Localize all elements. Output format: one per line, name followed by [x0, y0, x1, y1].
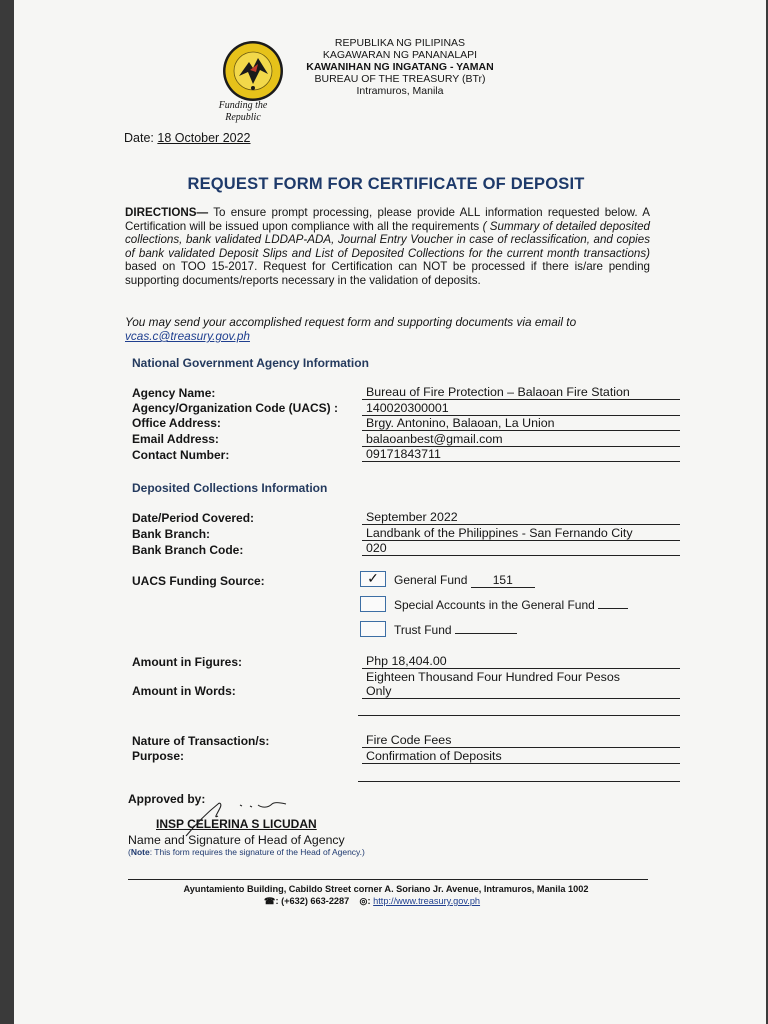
general-fund-option [394, 573, 535, 588]
special-accounts-option [394, 598, 628, 612]
form-title: REQUEST FORM FOR CERTIFICATE OF DEPOSIT [187, 175, 585, 193]
email-address-field[interactable]: balaoanbest@gmail.com [362, 432, 680, 447]
tagline-line-2: Republic [225, 112, 261, 123]
header-bureau-filipino: KAWANIHAN NG INGATANG - YAMAN [306, 61, 494, 73]
amount-figures-field[interactable]: Php 18,404.00 [362, 654, 680, 669]
special-accounts-value[interactable] [598, 608, 628, 609]
amount-words-blank-line [358, 714, 680, 716]
general-fund-label: General Fund [394, 573, 468, 587]
signature-note [128, 847, 365, 857]
footer-phone: : (+632) 663-2287 [275, 896, 350, 906]
bank-branch-field[interactable]: Landbank of the Philippines - San Fernando City [362, 526, 680, 541]
collections-section-title: Deposited Collections Information [132, 481, 328, 495]
directions-requirements: ( Summary of detailed deposited collections, bank validated LDDAP-ADA, Journal Entry Voucher in case of reclassification, and copies of bank validated Deposit Slips and List of Deposited Collections for the current month transactions) [125, 219, 650, 260]
period-label: Date/Period Covered: [132, 511, 255, 525]
bank-branch-code-label: Bank Branch Code: [132, 543, 244, 557]
header-republic: REPUBLIKA NG PILIPINAS [334, 37, 466, 49]
footer-website-link[interactable]: http://www.treasury.gov.ph [373, 896, 481, 906]
agency-section-title: National Government Agency Information [132, 356, 369, 370]
purpose-field[interactable]: Confirmation of Deposits [362, 749, 680, 764]
header-location: Intramuros, Manila [356, 85, 444, 97]
approved-by-label: Approved by: [128, 792, 206, 806]
header-bureau-english: BUREAU OF THE TREASURY (BTr) [314, 73, 486, 85]
amount-figures-label: Amount in Figures: [132, 655, 242, 669]
tagline-line-1: Funding the [218, 100, 268, 111]
submission-email-link[interactable]: vcas.c@treasury.gov.ph [125, 329, 250, 343]
check-icon: ✓ [367, 570, 379, 586]
special-accounts-label: Special Accounts in the General Fund [394, 598, 595, 612]
amount-words-label: Amount in Words: [132, 684, 236, 698]
general-fund-value[interactable]: 151 [471, 573, 535, 588]
note-open-paren: ( [128, 847, 131, 857]
note-text: : This form requires the signature of the Head of Agency.) [149, 847, 365, 857]
trust-fund-value[interactable] [455, 633, 517, 634]
footer-divider [128, 879, 648, 880]
contact-number-label: Contact Number: [132, 448, 230, 462]
header-department: KAGAWARAN NG PANANALAPI [322, 49, 478, 61]
contact-number-field[interactable]: 09171843711 [362, 447, 680, 462]
funding-source-label: UACS Funding Source: [132, 574, 265, 588]
email-note [125, 315, 650, 343]
date-value: 18 October 2022 [157, 131, 251, 145]
directions-label: DIRECTIONS— [125, 206, 209, 219]
document-page [14, 0, 766, 1024]
special-accounts-checkbox[interactable] [360, 596, 386, 612]
office-address-field[interactable]: Brgy. Antonino, Balaoan, La Union [362, 416, 680, 431]
email-address-label: Email Address: [132, 432, 219, 446]
agency-name-field[interactable]: Bureau of Fire Protection – Balaoan Fire Station [362, 385, 680, 400]
trust-fund-label: Trust Fund [394, 623, 452, 637]
amount-words-line-2[interactable]: Only [362, 684, 680, 699]
amount-words-line-1[interactable]: Eighteen Thousand Four Hundred Four Pesos [366, 670, 620, 684]
period-field[interactable]: September 2022 [362, 510, 680, 525]
office-address-label: Office Address: [132, 416, 221, 430]
globe-icon: ◎ [359, 896, 368, 906]
trust-fund-checkbox[interactable] [360, 621, 386, 637]
directions-text-1: To ensure prompt processing, please provide ALL information requested below. A Certification will be issued upon compliance with all the requirements [125, 206, 650, 233]
nature-label: Nature of Transaction/s: [132, 734, 270, 748]
date-row [124, 131, 251, 145]
treasury-seal-logo [222, 40, 284, 102]
signer-name: INSP CELERINA S LICUDAN [156, 817, 317, 831]
footer-web-label: : [367, 896, 371, 906]
bank-branch-code-field[interactable]: 020 [362, 541, 680, 556]
signature-label: Name and Signature of Head of Agency [128, 833, 345, 847]
trust-fund-option [394, 623, 517, 637]
email-note-text: You may send your accomplished request form and supporting documents via email to [125, 315, 577, 329]
footer-contact [264, 896, 480, 907]
phone-icon: ☎ [264, 896, 276, 906]
note-label: Note [130, 847, 150, 857]
agency-code-label: Agency/Organization Code (UACS) : [132, 401, 339, 415]
footer-address: Ayuntamiento Building, Cabildo Street corner A. Soriano Jr. Avenue, Intramuros, Manila 1002 [183, 884, 589, 894]
nature-field[interactable]: Fire Code Fees [362, 733, 680, 748]
agency-name-label: Agency Name: [132, 386, 216, 400]
bank-branch-label: Bank Branch: [132, 527, 211, 541]
purpose-label: Purpose: [132, 749, 185, 763]
purpose-blank-line [358, 780, 680, 782]
general-fund-checkbox[interactable] [360, 571, 386, 587]
agency-code-field[interactable]: 140020300001 [362, 401, 680, 416]
date-label: Date: [124, 131, 154, 145]
directions-paragraph [125, 206, 650, 288]
directions-text-2: based on TOO 15-2017. Request for Certification can NOT be processed if there is/are pending supporting documents/reports necessary in the validation of deposits. [125, 260, 650, 287]
